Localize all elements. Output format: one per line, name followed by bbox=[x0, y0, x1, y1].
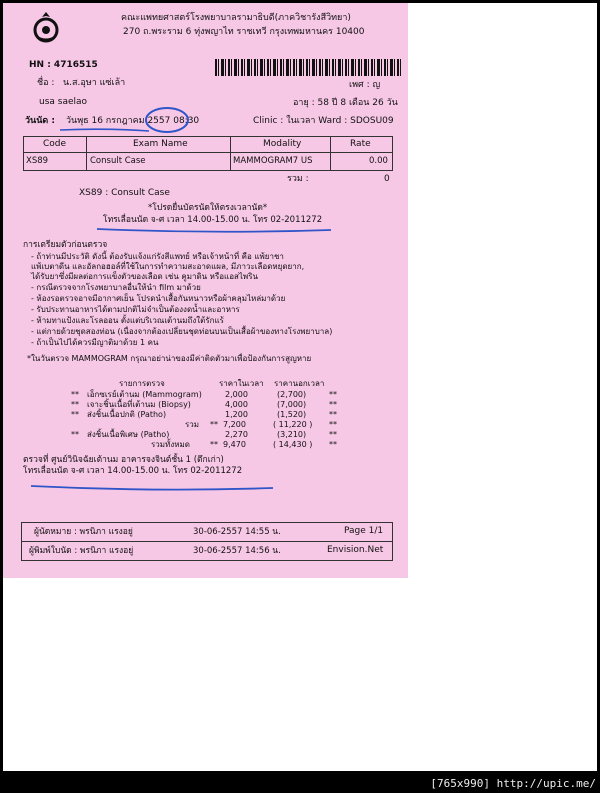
cell-code: XS89 bbox=[26, 156, 49, 166]
cell-rate: 0.00 bbox=[369, 156, 388, 166]
prep-line: ได้รับยาซึ่งมีผลต่อการแข็งตัวของเลือด เช่น คูมาดิน หรือแอสไพริน bbox=[31, 272, 258, 281]
image-host-watermark: [765x990] http://upic.me/ bbox=[430, 777, 596, 790]
barcode bbox=[215, 59, 401, 76]
total-value: 0 bbox=[384, 174, 390, 184]
scanned-page bbox=[3, 3, 597, 771]
price-header-after-hours: ราคานอกเวลา bbox=[274, 379, 325, 388]
printed-datetime: 30-06-2557 14:56 น. bbox=[193, 546, 281, 556]
col-header-exam-name: Exam Name bbox=[133, 139, 188, 149]
notice-reschedule: โทรเลื่อนนัด จ-ศ เวลา 14.00-15.00 น. โทร 02-2011272 bbox=[103, 215, 323, 225]
patient-name-english: usa saelao bbox=[39, 97, 88, 107]
pen-underline-date bbox=[59, 127, 151, 133]
name-label: ชื่อ : bbox=[37, 78, 55, 88]
appointed-datetime: 30-06-2557 14:55 น. bbox=[193, 527, 281, 537]
patient-age: อายุ : 58 ปี 8 เดือน 26 วัน bbox=[293, 98, 398, 108]
pen-underline-footer bbox=[29, 483, 275, 493]
clinic-ward: Clinic : ในเวลา Ward : SDOSU09 bbox=[253, 116, 394, 126]
appointed-by: ผู้นัดหมาย : พรนิภา แรงอยู่ bbox=[34, 527, 133, 537]
reschedule-phone: โทรเลื่อนนัด จ-ศ เวลา 14.00-15.00 น. โทร 02-2011272 bbox=[23, 466, 243, 476]
prep-line: - ห้ามทาแป้งและโรลออน ตั้งแต่บริเวณเต้านมถึงใต้รักแร้ bbox=[31, 316, 224, 325]
mammogram-note: *ในวันตรวจ MAMMOGRAM กรุณาอย่าน่าของมีค่าติดตัวมาเพื่อป้องกันการสูญหาย bbox=[27, 354, 312, 363]
price-header-item: รายการตรวจ bbox=[119, 379, 165, 388]
page-number: Page 1/1 bbox=[344, 526, 384, 536]
prep-line: แพ้เบตาดีน และอัลกอฮอล์ที่ใช้ในการทำความสะอาดแผล, มีภาวะเลือดหยุดยาก, bbox=[31, 262, 305, 271]
exam-title: XS89 : Consult Case bbox=[79, 188, 170, 198]
col-header-code: Code bbox=[43, 139, 67, 149]
appointment-slip: คณะแพทยศาสตร์โรงพยาบาลรามาธิบดี(ภาควิชารังสีวิทยา) 270 ถ.พระราม 6 ทุ่งพญาไท ราชเทวี กรุงเทพมหานคร 10400 HN : 4716515 ชื่อ : น.ส.อุษา แซ่เล้า เพศ : ญ usa saelao อายุ : 58 ปี 8 เดือน 26 วัน วันนัด : วันพุธ 16 กรกฎาคม 2557 08:30 Clinic : ในเวลา Ward : SDOSU09 Code Exam Name Modality Rate XS89 Consult Case MAMMOGRAM7 US 0.00 รวม : 0 XS89 : Consult Case *โปรดยื่นบัตรนัดให้ตรงเวลานัด* โทรเลื่อนนัด จ-ศ เวลา 14.00-15.00 น. โทร 02-2011272 การเตรียมตัวก่อนตรวจ - ถ้าท่านมีประวัติ ดังนี้ ต้องรับแจ้งแก่รังสีแพทย์ หรือเจ้าหน้าที่ คือ แพ้ยาชา แพ้เบตาดีน และอัลกอฮอล์ที่ใช้ในการทำความสะอาดแผล, มีภาวะเลือดหยุดยาก, ได้รับยาซึ่งมีผลต่อการแข็งตัวของเลือด เช่น คูมาดิน หรือแอสไพริน - กรณีตรวจจากโรงพยาบาลอื่นให้นำ film มาด้วย - ห้องรอตรวจอาจมีอากาศเย็น โปรดนำเสื้อกันหนาวหรือผ้าคลุมไหล่มาด้วย - รับประทานอาหารได้ตามปกติไม่จำเป็นต้องงดน้ำและอาหาร - ห้ามทาแป้งและโรลออน ตั้งแต่บริเวณเต้านมถึงใต้รักแร้ - แต่กายด้วยชุดสองท่อน (เนื่องจากต้องเปลี่ยนชุดท่อนบนเป็นเสื้อผ้าของทางโรงพยาบาล) - ถ้าเป็นไปได้ควรมีญาติมาด้วย 1 คน *ในวันตรวจ MAMMOGRAM กรุณาอย่าน่าของมีค่าติดตัวมาเพื่อป้องกันการสูญหาย รายการตรวจ ราคาในเวลา ราคานอกเวลา ** เอ็กซเรย์เต้านม (Mammogram) 2,000 (2,700) ** ** เจาะชิ้นเนื้อที่เต้านม (Biopsy) 4,000 (7,000) ** ** ส่งชิ้นเนื้อปกติ (Patho) 1,200 (1,520) ** รวม ** 7,200 ( 11,220 ) ** ** ส่งชิ้นเนื้อพิเศษ (Patho) 2,270 (3,210) ** รวมทั้งหมด ** 9,470 ( 14,430 ) ** ตรวจที่ ศูนย์วินิจฉัยเต้านม อาคารจงจินต์ชั้น 1 (ตึกเก่า) โทรเลื่อนนัด จ-ศ เวลา 14.00-15.00 น. โทร 02-2011272 ผู้นัดหมาย : พรนิภา แรงอยู่ 30-06-2557 14:55 น. Page 1/1 ผู้พิมพ์ใบนัด : พรนิภา แรงอยู่ 30-06-2557 14:56 น. Envision.Net bbox=[3, 3, 408, 578]
exam-location: ตรวจที่ ศูนย์วินิจฉัยเต้านม อาคารจงจินต์ชั้น 1 (ตึกเก่า) bbox=[23, 455, 224, 465]
col-header-modality: Modality bbox=[263, 139, 302, 149]
cell-exam-name: Consult Case bbox=[90, 156, 146, 166]
prep-line: - ถ้าท่านมีประวัติ ดังนี้ ต้องรับแจ้งแก่รังสีแพทย์ หรือเจ้าหน้าที่ คือ แพ้ยาชา bbox=[31, 252, 284, 261]
total-label: รวม : bbox=[287, 174, 309, 184]
price-header-in-hours: ราคาในเวลา bbox=[219, 379, 264, 388]
appointment-date: วันพุธ 16 กรกฎาคม 2557 08:30 bbox=[66, 116, 200, 126]
appointment-label: วันนัด : bbox=[25, 116, 55, 126]
patient-sex: เพศ : ญ bbox=[349, 80, 381, 90]
cell-modality: MAMMOGRAM7 US bbox=[233, 156, 313, 166]
notice-on-time: *โปรดยื่นบัตรนัดให้ตรงเวลานัด* bbox=[148, 203, 268, 213]
prep-line: - ถ้าเป็นไปได้ควรมีญาติมาด้วย 1 คน bbox=[31, 338, 159, 347]
hospital-name: คณะแพทยศาสตร์โรงพยาบาลรามาธิบดี(ภาควิชารังสีวิทยา) bbox=[121, 13, 351, 23]
prep-line: - รับประทานอาหารได้ตามปกติไม่จำเป็นต้องงดน้ำและอาหาร bbox=[31, 305, 240, 314]
prep-line: - ห้องรอตรวจอาจมีอากาศเย็น โปรดนำเสื้อกันหนาวหรือผ้าคลุมไหล่มาด้วย bbox=[31, 294, 286, 303]
patient-name-thai: น.ส.อุษา แซ่เล้า bbox=[63, 78, 126, 88]
prep-line: - กรณีตรวจจากโรงพยาบาลอื่นให้นำ film มาด้วย bbox=[31, 283, 201, 292]
prep-line: - แต่กายด้วยชุดสองท่อน (เนื่องจากต้องเปลี่ยนชุดท่อนบนเป็นเสื้อผ้าของทางโรงพยาบาล) bbox=[31, 327, 333, 336]
hn-number: HN : 4716515 bbox=[29, 60, 98, 70]
system-name: Envision.Net bbox=[327, 545, 384, 555]
prep-title: การเตรียมตัวก่อนตรวจ bbox=[23, 240, 108, 250]
hospital-address: 270 ถ.พระราม 6 ทุ่งพญาไท ราชเทวี กรุงเทพมหานคร 10400 bbox=[123, 27, 365, 37]
printed-by: ผู้พิมพ์ใบนัด : พรนิภา แรงอยู่ bbox=[29, 546, 134, 556]
col-header-rate: Rate bbox=[350, 139, 371, 149]
pen-underline-phone bbox=[95, 225, 333, 235]
hospital-logo-icon bbox=[31, 11, 61, 43]
